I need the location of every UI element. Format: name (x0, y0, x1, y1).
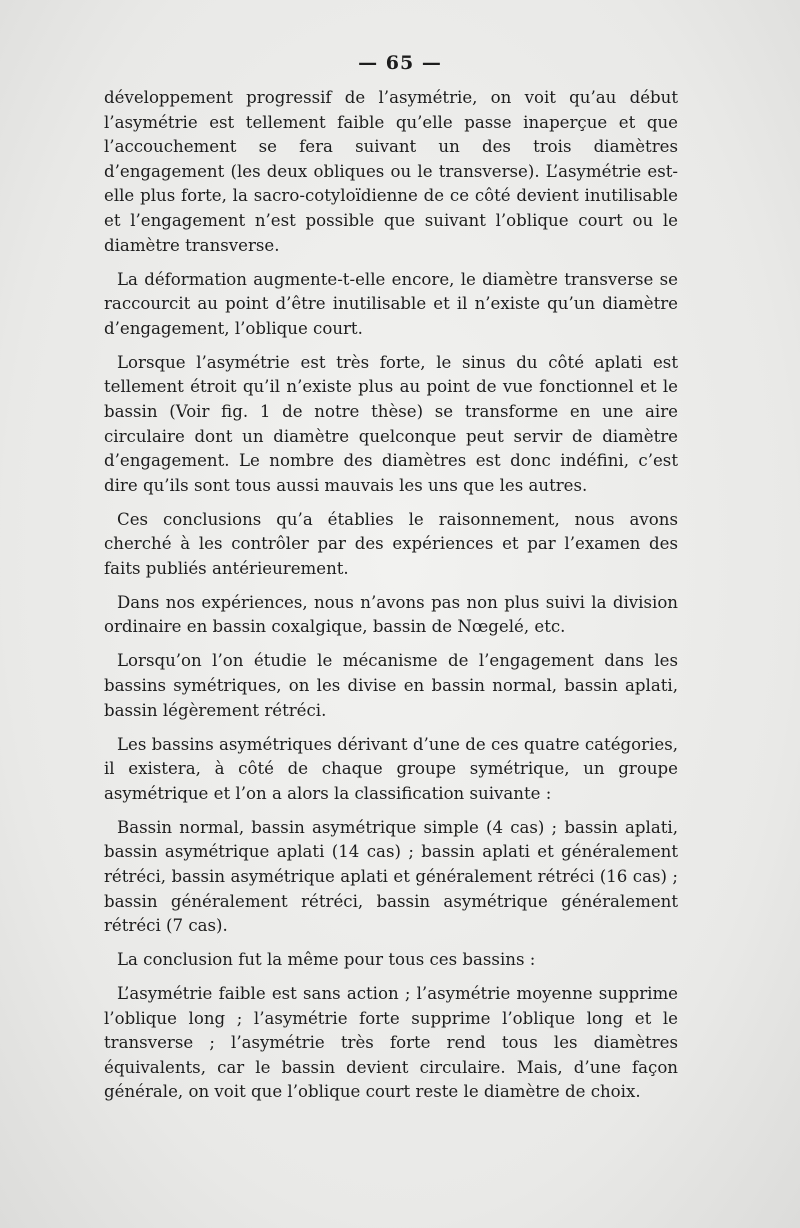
paragraph: Les bassins asymétriques dérivant d’une de ces quatre catégories, il existera, à côté de chaque groupe symétrique, un groupe asymétrique et l’on a alors la classification suivante : (104, 734, 678, 803)
paragraph: Dans nos expériences, nous n’avons pas non plus suivi la division ordinaire en bassin coxalgique, bassin de Nœgelé, etc. (104, 592, 678, 637)
paragraph: Ces conclusions qu’a établies le raisonnement, nous avons cherché à les contrôler par des expériences et par l’examen des faits publiés antérieurement. (104, 509, 678, 578)
paragraph: La déformation augmente-t-elle encore, le diamètre transverse se raccourcit au point d’être inutilisable et il n’existe qu’un diamètre d’engagement, l’oblique court. (104, 269, 678, 338)
paragraph: La conclusion fut la même pour tous ces bassins : (117, 950, 536, 970)
paragraph: L’asymétrie faible est sans action ; l’asymétrie moyenne supprime l’oblique long ; l’asymétrie forte supprime l’oblique long et le transverse ; l’asymétrie très forte rend tous les diamètres équivalents, car le bassin devient circulaire. Mais, d’une façon générale, on voit que l’oblique court reste le diamètre de choix. (104, 984, 678, 1102)
body-text (104, 86, 678, 1114)
page-number: — 65 — (358, 52, 442, 74)
paragraph: Bassin normal, bassin asymétrique simple (4 cas) ; bassin aplati, bassin asymétrique aplati (14 cas) ; bassin aplati et généralement rétréci, bassin asymétrique aplati et généralement rétréci (16 cas) ; bassin généralement rétréci, bassin asymétrique généralement rétréci (7 cas). (104, 817, 678, 936)
paragraph: Lorsque l’asymétrie est très forte, le sinus du côté aplati est tellement étroit qu’il n’existe plus au point de vue fonctionnel et le bassin (Voir fig. 1 de notre thèse) se transforme en une aire circulaire dont un diamètre quelconque peut servir de diamètre d’engagement. Le nombre des diamètres est donc indéfini, c’est dire qu’ils sont tous aussi mauvais les uns que les autres. (104, 352, 678, 495)
paragraph: développement progressif de l’asymétrie, on voit qu’au début l’asymétrie est tellement faible qu’elle passe inaperçue et que l’accouchement se fera suivant un des trois diamètres d’engagement (les deux obliques ou le transverse). L’asymétrie est-elle plus forte, la sacro-cotyloïdienne de ce côté devient inutilisable et l’engagement n’est possible que suivant l’oblique court ou le diamètre transverse. (104, 88, 678, 255)
paragraph: Lorsqu’on l’on étudie le mécanisme de l’engagement dans les bassins symétriques, on les divise en bassin normal, bassin aplati, bassin légèrement rétréci. (104, 651, 678, 720)
